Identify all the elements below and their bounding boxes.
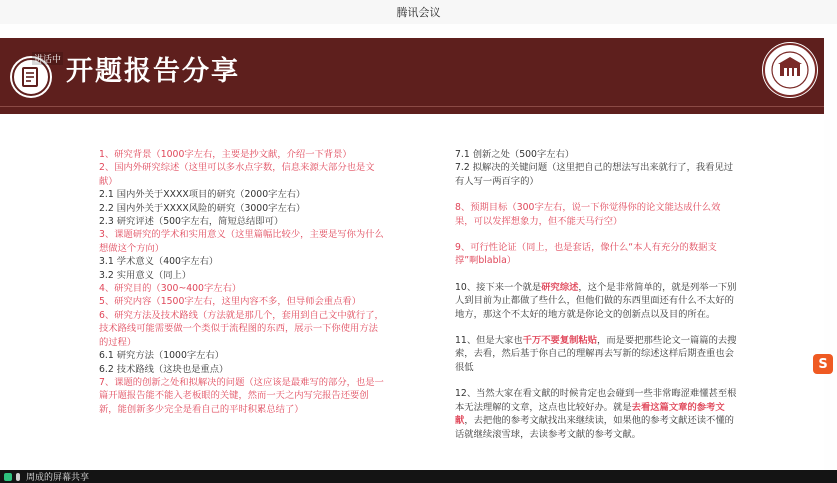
slide-left-column [99,148,384,416]
slide-right-column [455,148,737,441]
text-line: 8、预期目标（300字左右，说一下你觉得你的论文能达成什么效果，可以发挥想象力，但不能天马行空） [455,202,721,227]
text-line: 2.1 国内外关于XXXX项目的研究（2000字左右） [99,189,306,201]
shared-screen-area [0,24,837,470]
slide [0,38,824,470]
university-logo [762,42,818,98]
text-line: 5、研究内容（1500字左右，这里内容不多，但导师会重点看） [99,296,361,308]
text-run: 12、当然大家在看文献的时候肯定也会碰到一些非常晦涩难懂甚至根本无法理解的文章，这点也比较好办。就是 [455,388,737,413]
window-title: 腾讯会议 [396,6,441,19]
text-paragraph [455,281,737,321]
text-line: 2.2 国内外关于XXXX风险的研究（3000字左右） [99,202,306,214]
text-line: 2.3 研究评述（500字左右，简短总结即可） [99,216,284,228]
text-line: 3、课题研究的学术和实用意义（这里篇幅比较少，主要是写你为什么想做这个方向） [99,229,384,254]
text-line: 7.1 创新之处（500字左右） [455,149,575,160]
banner-divider [0,106,824,107]
text-line: 7、课题的创新之处和拟解决的问题（这应该是最难写的部分，也是一篇开题报告能不能入老板眼的关键，然而一天之内写完报告还要创新，能创新多少完全是看自己的平时积累总结了） [99,376,384,415]
text-run: 10、接下来一个就是 [455,281,542,293]
slide-title: 开题报告分享 [66,56,240,87]
text-line: 4、研究目的（300~400字左右） [99,283,242,295]
text-paragraph [455,334,737,374]
text-line: 7.2 拟解决的关键问题（这里把自己的想法写出来就行了，我看见过有人写一两百字的） [455,162,734,187]
text-line: 3.2 实用意义（同上） [99,269,192,281]
screen-share-icon[interactable] [4,473,12,481]
text-line: 9、可行性论证（同上，也是套话，像什么“本人有充分的数据支撑”啊blabla） [455,242,717,267]
text-line: 6、研究方法及技术路线（方法就是那几个，套用到自己文中就行了，技术路线可能需要做一个类似于流程图的东西，展示一下你使用方法的过程） [99,309,384,348]
text-line: 3.1 学术意义（400字左右） [99,256,219,268]
text-run: ，而是要把那些论文一篇篇的去搜索，去看，然后基于你自己的理解再去写新的综述这样后期查重也会很低 [455,335,737,373]
text-paragraph [455,387,737,441]
text-run: 11、但是大家也 [455,335,523,347]
screen-share-label: 周成的屏幕共享 [26,473,90,483]
screen-share-bar [0,470,837,483]
text-run: ，这个是非常简单的，就是列举一下别人到目前为止都做了些什么，但他们做的东西里面还有什么不太好的地方，那这个不太好的地方就是你论文的创新点以及目的所在。 [455,281,737,320]
highlight-text: 研究综述 [541,281,579,293]
highlight-text: 去看这篇文章的参考文献 [455,401,725,427]
speaking-label: 讲话中 [32,52,63,65]
text-run: ，去把他的参考文献找出来继续读，如果他的参考文献还读不懂的话就继续滚雪球，去读参考文献的参考文献。 [455,415,734,440]
text-line: 2、国内外研究综述（这里可以多水点字数，信息来源大部分也是文献） [99,162,375,187]
slide-banner [0,38,824,114]
window-titlebar [0,0,837,25]
text-line: 6.1 研究方法（1000字左右） [99,350,225,362]
text-line: 6.2 技术路线（这块也是重点） [99,363,229,375]
highlight-text: 千万不要复制粘贴 [522,335,598,347]
sogou-input-icon[interactable]: S [813,354,833,374]
text-line: 1、研究背景（1000字左右，主要是抄文献，介绍一下背景） [99,149,352,160]
microphone-icon[interactable] [16,473,20,481]
